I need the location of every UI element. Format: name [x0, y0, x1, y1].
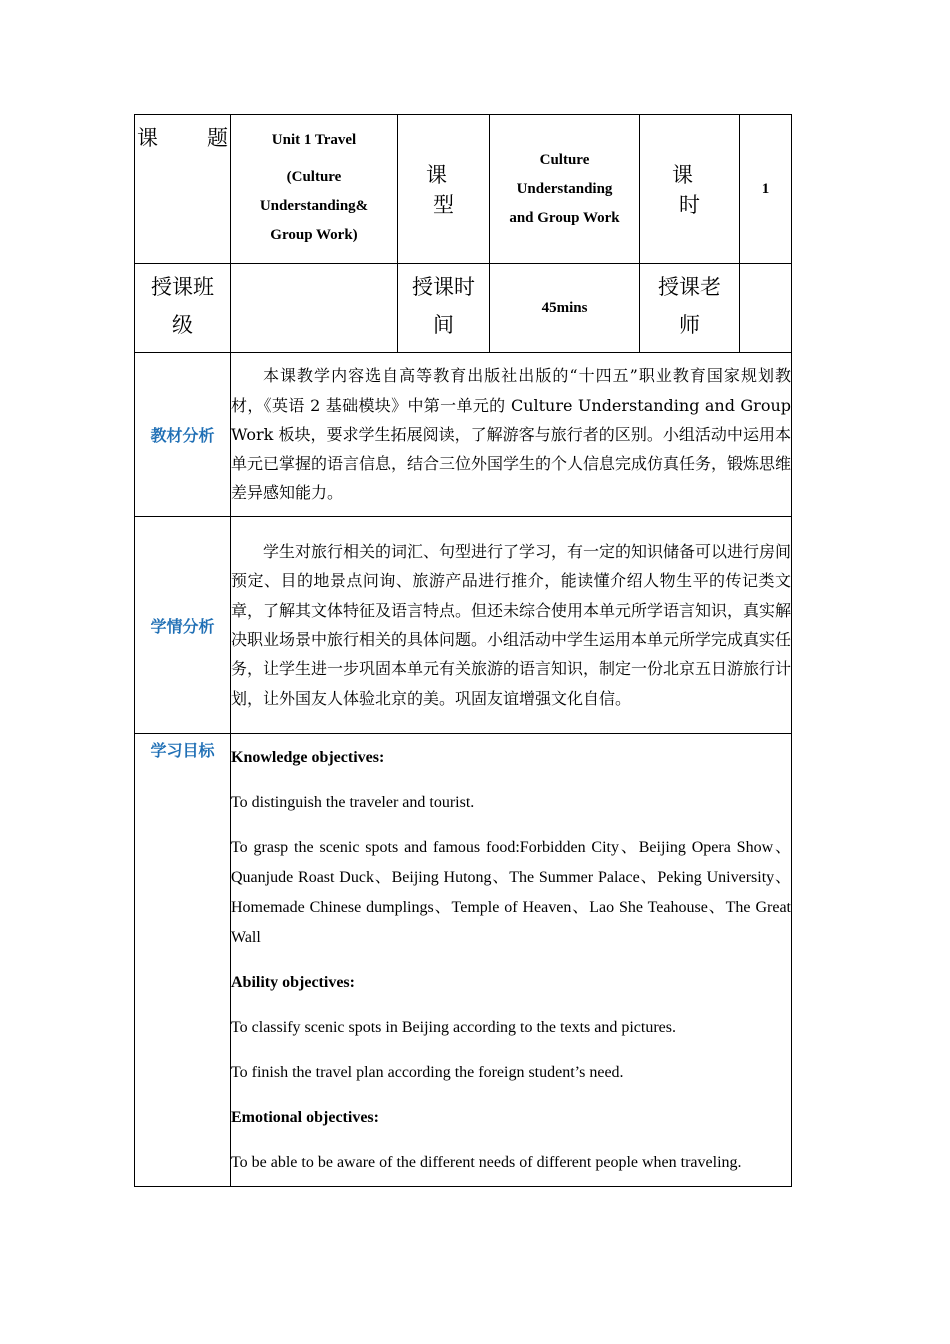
textbook-label: 教材分析 — [135, 353, 231, 517]
ability-heading: Ability objectives: — [231, 973, 355, 991]
teacher-label-line1: 授课老 — [658, 275, 721, 299]
class-value — [231, 264, 398, 353]
ability-objective-2: To finish the travel plan according the foreign student’s need. — [231, 1063, 624, 1081]
class-label-line2: 级 — [172, 313, 193, 337]
students-row — [135, 517, 792, 734]
lesson-title-line3: Understanding& — [259, 197, 369, 214]
time-label-line2: 间 — [433, 313, 454, 337]
info-row — [135, 264, 792, 353]
lesson-title-line1: Unit 1 Travel — [271, 131, 357, 148]
textbook-row — [135, 353, 792, 517]
knowledge-objective-1: To distinguish the traveler and tourist. — [231, 793, 475, 811]
objectives-row — [135, 734, 792, 1187]
emotional-objective-1: To be able to be aware of the different needs of different people when traveling. — [231, 1153, 742, 1171]
type-value-line3: and Group Work — [509, 209, 620, 226]
knowledge-heading: Knowledge objectives: — [231, 748, 385, 766]
type-label: 课 型 — [426, 163, 496, 217]
class-label-cell — [135, 264, 231, 353]
period-label: 课 时 — [672, 163, 742, 217]
type-value-cell — [490, 115, 640, 264]
lesson-plan-page — [134, 114, 791, 1187]
emotional-heading: Emotional objectives: — [231, 1108, 379, 1126]
period-value: 1 — [740, 115, 792, 264]
lesson-title-cell — [231, 115, 398, 264]
objectives-label: 学习目标 — [135, 734, 231, 1187]
lesson-plan-table — [134, 114, 792, 1187]
objectives-cell — [231, 734, 792, 1187]
subject-label-cell — [135, 115, 242, 264]
type-label-cell — [398, 115, 496, 264]
type-value-line2: Understanding — [516, 180, 613, 197]
time-label-line1: 授课时 — [412, 275, 475, 299]
period-label-cell — [640, 115, 740, 264]
subject-label: 课 题 — [137, 126, 242, 150]
textbook-analysis-text: 本课教学内容选自高等教育出版社出版的“十四五”职业教育国家规划教材，《英语 2 基础模块》中第一单元的 Culture Understanding and Group Work 板块，要求学生拓展阅读，了解游客与旅行者的区别。小组活动中运用本单元已掌握的语言信息，结合三位外国学生的个人信息完成仿真任务，锻炼思维差异感知能力。 — [231, 353, 792, 517]
teacher-label-line2: 师 — [679, 313, 700, 337]
students-analysis-text: 学生对旅行相关的词汇、句型进行了学习，有一定的知识储备可以进行房间预定、目的地景点问询、旅游产品进行推介，能读懂介绍人物生平的传记类文章，了解其文体特征及语言特点。但还未综合使用本单元所学语言知识，真实解决职业场景中旅行相关的具体问题。小组活动中学生运用本单元所学完成真实任务，让学生进一步巩固本单元有关旅游的语言知识，制定一份北京五日游旅行计划，让外国友人体验北京的美。巩固友谊增强文化自信。 — [231, 517, 792, 734]
lesson-title-line2: (Culture — [286, 168, 342, 185]
ability-objective-1: To classify scenic spots in Beijing according to the texts and pictures. — [231, 1018, 676, 1036]
time-label-cell — [398, 264, 490, 353]
class-label-line1: 授课班 — [151, 275, 214, 299]
students-label: 学情分析 — [135, 517, 231, 734]
knowledge-objective-2: To grasp the scenic spots and famous food:Forbidden City、Beijing Opera Show、Quanjude Roast Duck、Beijing Hutong、The Summer Palace、Peking University、Homemade Chinese dumplings、Temple of Heaven、Lao She Teahouse、The Great Wall — [231, 838, 791, 946]
type-value-line1: Culture — [539, 151, 590, 168]
time-value: 45mins — [490, 264, 640, 353]
lesson-title-line4: Group Work) — [270, 226, 358, 243]
header-row — [135, 115, 792, 264]
teacher-label-cell — [640, 264, 740, 353]
teacher-value — [740, 264, 792, 353]
